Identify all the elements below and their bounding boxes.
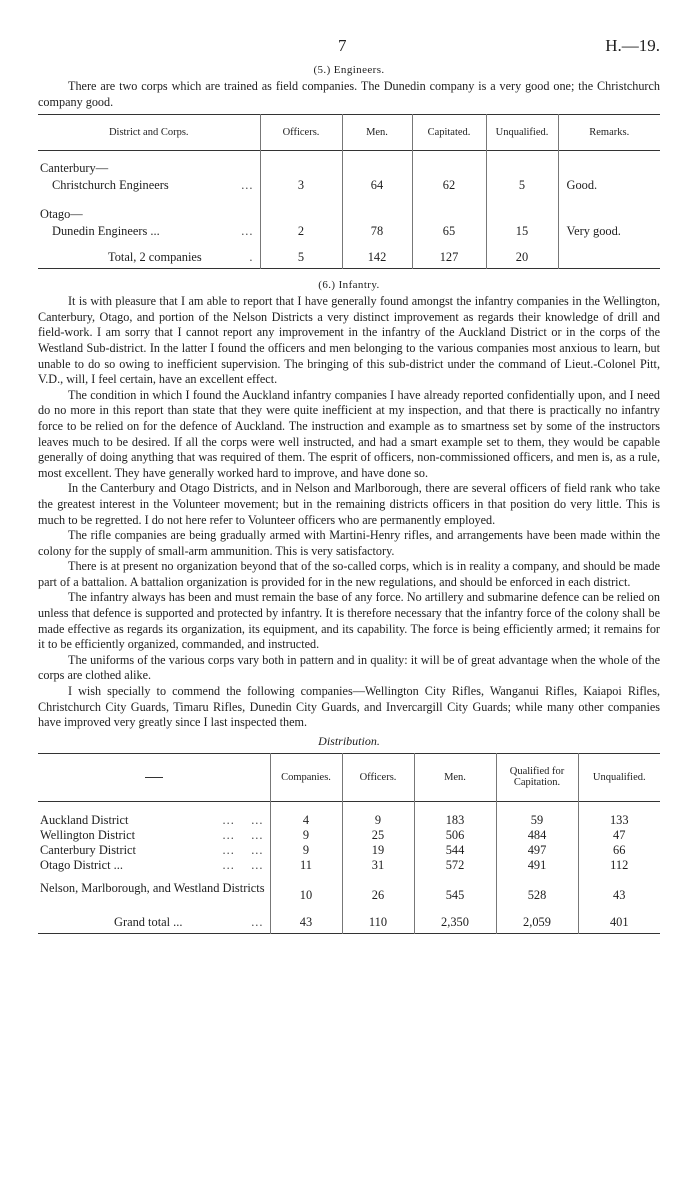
cell-unqualified: 43 xyxy=(613,888,626,903)
cell-companies: 10 xyxy=(270,873,342,903)
cell-unqualified: 47 xyxy=(613,828,626,843)
cell-officers: 2 xyxy=(260,223,342,241)
district-name: Otago— xyxy=(38,207,260,223)
table-row: Wellington District ... ... 9 25 506 484 47 xyxy=(38,828,660,843)
distribution-table xyxy=(38,753,660,934)
infantry-heading: (6.) Infantry. xyxy=(318,279,380,292)
dist-col-unqualified: Unqualified. xyxy=(592,771,646,783)
total-unqualified: 401 xyxy=(609,914,629,929)
cell-officers: 19 xyxy=(342,843,414,858)
district-name: Wellington District xyxy=(40,828,136,843)
cell-companies: 4 xyxy=(270,813,342,828)
cell-men: 183 xyxy=(414,813,496,828)
cell-capitated: 65 xyxy=(412,223,486,241)
district-name: Nelson, Marlborough, and Westland Districts xyxy=(38,873,270,903)
total-qualified: 2,059 xyxy=(496,911,578,933)
cell-unqualified: 133 xyxy=(609,813,629,828)
engineers-intro: There are two corps which are trained as field companies. The Dunedin company is a very good one; the Christchurch company good. xyxy=(38,79,660,109)
infantry-paragraph: In the Canterbury and Otago Districts, and in Nelson and Marlborough, there are several officers of field rank who take the greatest interest in the Volunteer movement; but in the remaining districts officers in that position do very little. This is much to be regretted. I do not here refer to Volunteer officers who are permanently employed. xyxy=(38,481,660,527)
dist-col-companies: Companies. xyxy=(270,753,342,801)
cell-men: 572 xyxy=(414,858,496,873)
corps-name: Dunedin Engineers ... xyxy=(52,224,160,239)
total-capitated: 127 xyxy=(412,247,486,269)
cell-companies: 9 xyxy=(270,843,342,858)
total-officers: 5 xyxy=(260,247,342,269)
total-men: 142 xyxy=(342,247,412,269)
engineers-col-remarks: Remarks. xyxy=(589,127,630,139)
total-men: 2,350 xyxy=(414,911,496,933)
distribution-heading: Distribution. xyxy=(318,733,380,748)
cell-men: 544 xyxy=(414,843,496,858)
engineers-col-district: District and Corps. xyxy=(38,115,260,151)
cell-men: 545 xyxy=(414,873,496,903)
cell-remarks: Good. xyxy=(566,178,598,193)
cell-men: 506 xyxy=(414,828,496,843)
district-name: Auckland District xyxy=(40,813,129,828)
corps-name: Christchurch Engineers xyxy=(52,178,169,193)
engineers-col-officers: Officers. xyxy=(260,115,342,151)
cell-unqualified: 66 xyxy=(613,843,626,858)
infantry-paragraph: The infantry always has been and must remain the base of any force. No artillery and submarine defence can be relied on unless that defence is supported and protected by infantry. It is therefore necessary that the infantry force of the colony shall be made effective as regards its organization, its equipment, and its capability. The force is being efficiently armed; it remains for it to be efficiently organized, commanded, and instructed. xyxy=(38,590,660,652)
district-name: Canterbury— xyxy=(38,161,260,177)
table-row: Auckland District ... ... 4 9 183 59 133 xyxy=(38,813,660,828)
document-page xyxy=(38,34,660,934)
cell-qualified: 491 xyxy=(496,858,578,873)
cell-unqualified: 15 xyxy=(486,223,558,241)
dist-col-qualified: Qualified for Capitation. xyxy=(496,753,578,801)
infantry-paragraph: I wish specially to commend the following companies—Wellington City Rifles, Wanganui Rifles, Kaiapoi Rifles, Christchurch City Guards, Timaru Rifles, Dunedin City Guards, and Invercargill City Guards; while many other companies have improved very greatly since I last inspected them. xyxy=(38,684,660,730)
district-name: Otago District ... xyxy=(40,858,123,873)
engineers-col-men: Men. xyxy=(342,115,412,151)
cell-officers: 26 xyxy=(342,873,414,903)
total-officers: 110 xyxy=(342,911,414,933)
infantry-paragraph: It is with pleasure that I am able to report that I have generally found amongst the infantry companies in the Wellington, Canterbury, Otago, and portion of the Nelson Districts a very distinct improvement as regards their knowledge of drill and field-work. I am sorry that I cannot report any improvement in the infantry of the Auckland District or in the corps of the Westland Sub-district. In the latter I found the officers and men belonging to the various companies most anxious to learn, but unable to do so owing to inefficient supervision. The bringing of this sub-district under the command of Lieut.-Colonel Pitt, V.D., will, I feel certain, have an excellent effect. xyxy=(38,294,660,387)
cell-qualified: 528 xyxy=(496,873,578,903)
cell-companies: 9 xyxy=(270,828,342,843)
engineers-col-capitated: Capitated. xyxy=(412,115,486,151)
engineers-heading: (5.) Engineers. xyxy=(313,64,385,76)
table-row xyxy=(38,161,660,177)
cell-officers: 3 xyxy=(260,177,342,195)
cell-qualified: 484 xyxy=(496,828,578,843)
cell-capitated: 62 xyxy=(412,177,486,195)
infantry-paragraph: The uniforms of the various corps vary both in pattern and in quality: it will be of great advantage when the whole of the corps are clothed alike. xyxy=(38,652,660,683)
dist-col-officers: Officers. xyxy=(342,753,414,801)
table-row: Christchurch Engineers ... 3 64 62 5 Good. xyxy=(38,177,660,195)
table-row: Canterbury District ... ... 9 19 544 497 66 xyxy=(38,843,660,858)
total-row: Total, 2 companies . 5 142 127 20 xyxy=(38,247,660,269)
table-row xyxy=(38,207,660,223)
cell-unqualified: 112 xyxy=(610,858,629,873)
engineers-table xyxy=(38,114,660,269)
infantry-paragraph: The rifle companies are being gradually armed with Martini-Henry rifles, and arrangements have been made within the colony for the supply of small-arm ammunition. This is very satisfactory. xyxy=(38,528,660,558)
page-number: 7 xyxy=(338,36,347,55)
total-label: Grand total ... xyxy=(114,914,183,929)
column-dash xyxy=(145,777,163,778)
engineers-col-unqualified: Unqualified. xyxy=(486,115,558,151)
cell-qualified: 59 xyxy=(496,813,578,828)
cell-officers: 9 xyxy=(342,813,414,828)
document-reference: H.—19. xyxy=(605,36,660,55)
cell-remarks: Very good. xyxy=(566,224,621,239)
cell-unqualified: 5 xyxy=(486,177,558,195)
cell-men: 78 xyxy=(342,223,412,241)
table-row xyxy=(38,873,660,903)
table-row: Otago District ... ... ... 11 31 572 491 112 xyxy=(38,858,660,873)
cell-men: 64 xyxy=(342,177,412,195)
district-name: Canterbury District xyxy=(40,843,137,858)
infantry-paragraph: The condition in which I found the Auckland infantry companies I have already reported confidentially upon, and I need do no more in this report than state that they were quite inefficient at my inspection, and that there is practically no infantry force to be relied on for the defence of Auckland. The instruction and example as to smartness set by some of the instructors leaves much to be desired. If all the corps were well instructed, and had a smart example set to them, they would be capable generally of doing anything that was required of them. The esprit of officers, non-commissioned officers, and men is, as a rule, most excellent. They have generally worked hard to improve, and have done so. xyxy=(38,387,660,480)
page-header xyxy=(38,34,660,62)
cell-officers: 31 xyxy=(342,858,414,873)
total-companies: 43 xyxy=(270,911,342,933)
total-label: Total, 2 companies xyxy=(108,249,202,264)
cell-companies: 11 xyxy=(270,858,342,873)
cell-officers: 25 xyxy=(342,828,414,843)
dist-col-men: Men. xyxy=(414,753,496,801)
total-unqualified: 20 xyxy=(486,247,558,269)
table-row: Dunedin Engineers ... ... 2 78 65 15 Very good. xyxy=(38,223,660,241)
cell-qualified: 497 xyxy=(496,843,578,858)
infantry-paragraph: There is at present no organization beyond that of the so-called corps, which is in reality a company, and should be made part of a battalion. A battalion organization is provided for in the new regulations, and should be enforced in each district. xyxy=(38,559,660,589)
total-row: Grand total ... ... 43 110 2,350 2,059 401 xyxy=(38,911,660,933)
